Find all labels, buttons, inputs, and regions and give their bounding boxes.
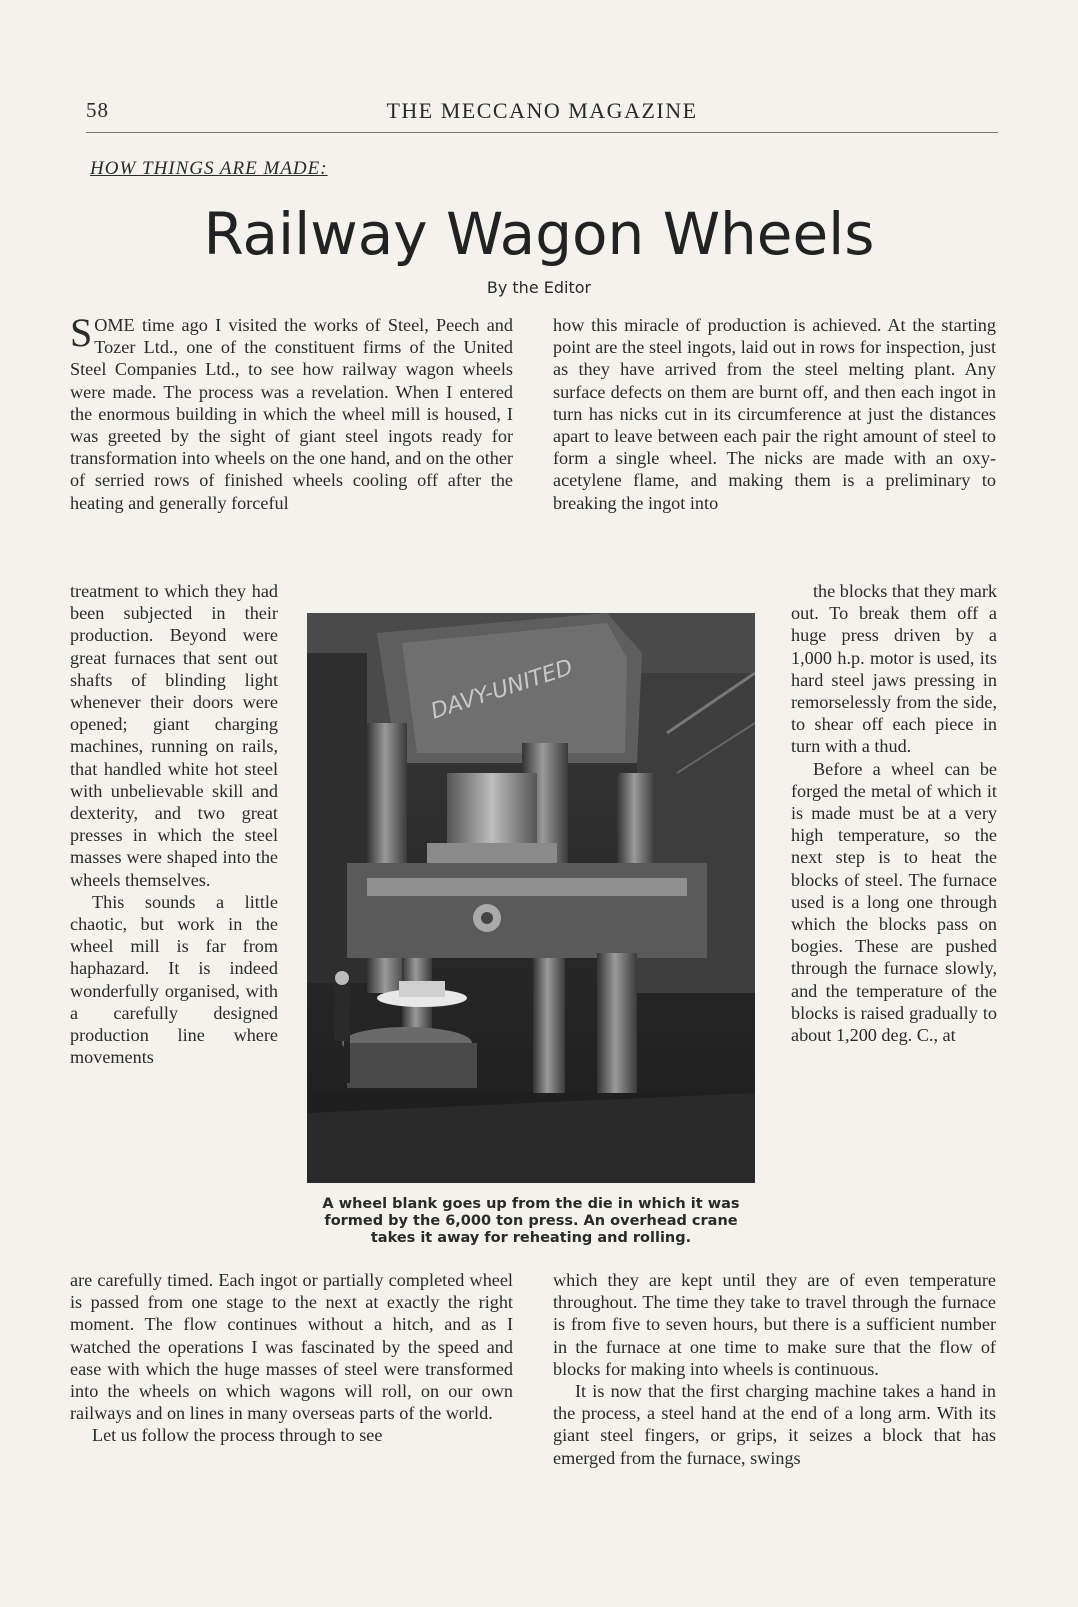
right-narrow-text-2: Before a wheel can be forged the metal of which it is made must be at a very high temperature, so the next step is to heat the blocks of steel. The furnace used is a long one through which the blocks pass on bogies. These are pushed through the furnace slowly, and the temperature of the blocks is raised gradually to about 1,200 deg. C., at	[791, 758, 997, 1046]
right-bottom-text-2: It is now that the first charging machine takes a hand in the process, a steel hand at the end of a long arm. With its giant steel fingers, or grips, it seizes a block that has emerged from the furnace, swings	[553, 1381, 996, 1468]
right-paragraph-1: how this miracle of production is achieved. At the starting point are the steel ingots, laid out in rows for inspection, just as they have arrived from the steel melting plant. Any surface defects on them are burnt off, and then each ingot in turn has nicks cut in its circumference at just the distances apart to leave between each pair the right amount of steel to form a single wheel. The nicks are made with an oxy-acetylene flame, and making them is a preliminary to breaking the ingot into	[553, 315, 996, 513]
right-bottom-text-1: which they are kept until they are of even temperature throughout. The time they take to travel through the furnace is from five to seven hours, but there is a sufficient number in the furnace at one time to make sure that the flow of blocks for making into wheels is continuous.	[553, 1270, 996, 1379]
byline: By the Editor	[486, 278, 592, 297]
magazine-title: THE MECCANO MAGAZINE	[386, 98, 698, 123]
page-number: 58	[86, 98, 109, 122]
paragraph-3-start: Let us follow the process through to see	[92, 1425, 383, 1446]
paragraph-2-end: are carefully timed. Each ingot or partially completed wheel is passed from one stage to the next at exactly the right moment. The flow continues without a hitch, and as I watched the operations I was fascinated by the speed and ease with which the huge masses of steel were transformed into the wheels on which wagons will roll, on our own railways and on lines in many overseas parts of the world.	[70, 1270, 513, 1424]
lead-intro-text: OME time ago I visited the works of Steel, Peech and Tozer Ltd., one of the constituent firms of the United Steel Companies Ltd., to see how railway wagon wheels were made. The process was a revelation. When I entered the enormous building in which the wheel mill is housed, I was greeted by the sight of giant steel ingots ready for transformation into wheels on the one hand, and on the other of serried rows of finished wheels cooling off after the heating and generally forceful	[70, 315, 513, 513]
lead-paragraph	[70, 310, 513, 514]
press-photograph	[307, 613, 755, 1183]
press-marking: DAVY-UNITED	[427, 655, 576, 725]
press-illustration	[307, 613, 755, 1183]
page-header	[86, 98, 998, 138]
drop-cap: S	[70, 310, 93, 355]
right-column-top	[553, 314, 996, 514]
lead-continued: treatment to which they had been subjected in their production. Beyond were great furnaces that sent out shafts of blinding light whenever their doors were opened; giant charging machines, running on rails, that handled white hot steel with unbelievable skill and dexterity, and two great presses in which the steel masses were shaped into the wheels themselves.	[70, 581, 278, 890]
photo-caption: A wheel blank goes up from the die in which it was formed by the 6,000 ton press. An overhead crane takes it away for reheating and rolling.	[322, 1196, 740, 1246]
series-label: HOW THINGS ARE MADE:	[90, 158, 328, 179]
right-column-narrow	[791, 580, 997, 1046]
right-column-bottom	[553, 1269, 996, 1469]
right-narrow-text-1: the blocks that they mark out. To break them off a huge press driven by a 1,000 h.p. motor is used, its hard steel jaws pressing in remorselessly from the side, to shear off each piece in turn with a thud.	[791, 581, 997, 757]
left-column-narrow	[70, 580, 278, 1068]
left-column-top	[70, 310, 513, 514]
paragraph-2-start: This sounds a little chaotic, but work in the wheel mill is far from haphazard. It is indeed wonderfully organised, with a carefully designed production line where movements	[70, 891, 278, 1068]
header-rule	[86, 132, 998, 133]
article-title: Railway Wagon Wheels	[203, 200, 875, 268]
left-column-bottom	[70, 1269, 513, 1447]
